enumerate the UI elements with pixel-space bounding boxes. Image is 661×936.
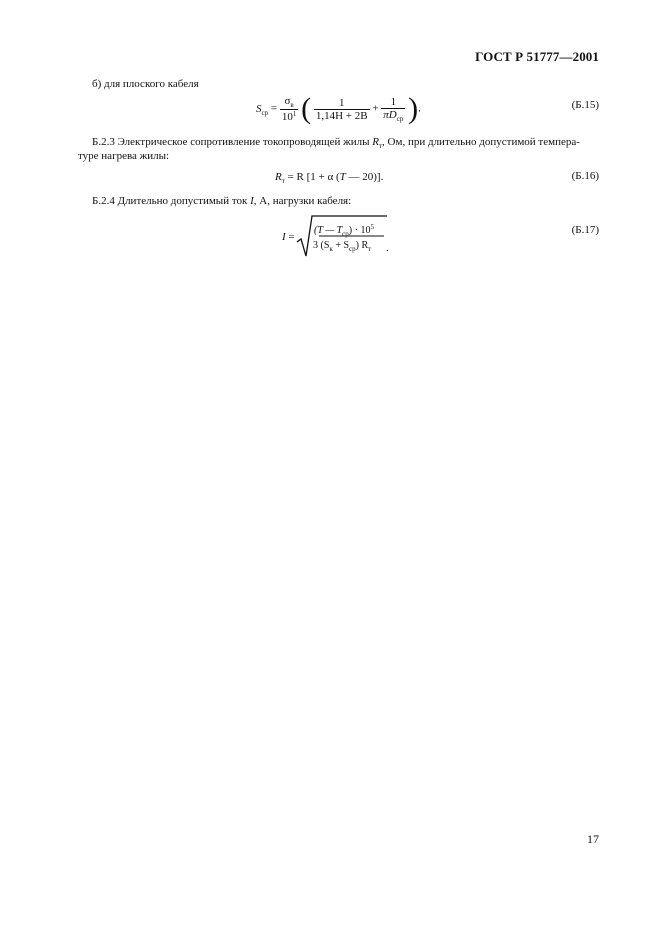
equation-number-b17: (Б.17) bbox=[571, 224, 599, 236]
eq-b17-period: . bbox=[386, 242, 389, 254]
equation-b17 bbox=[282, 214, 392, 258]
eq-b15-fraction-3: $\frac{1}{\pi D_{ср}}$ bbox=[383, 95, 404, 123]
page-header: ГОСТ Р 51777—2001 bbox=[475, 49, 599, 64]
eq-b15-plus: + bbox=[372, 102, 379, 115]
paragraph-b23-line2: туре нагрева жилы: bbox=[78, 150, 170, 162]
eq-b15-lhs: $S_{ср}$ bbox=[256, 102, 269, 117]
eq-b15-equals: = bbox=[270, 102, 278, 115]
equation-b16: $R_т = R$ [1 + α (T — 20)]. bbox=[275, 171, 384, 185]
eq-b17-lhs: I = bbox=[282, 231, 295, 243]
left-paren: ( bbox=[301, 92, 312, 125]
eq-b17-numerator: (T — $T_{ср}) \cdot 10^5$ bbox=[314, 223, 374, 238]
equation-b15: $S_{ср}$ = $\frac{\sigma_в}{10^1}$ ( $\frac{1}{1,14H + 2B}$ + $\frac{1}{\pi D_{ср}}$ ). bbox=[256, 92, 421, 125]
paragraph-b23: Б.2.3 Электрическое сопротивление токопроводящей жилы $R_т$, Ом, при длительно допустимой темпера- bbox=[92, 136, 580, 150]
eq-b15-fraction-2: $\frac{1}{1,14H + 2B}$ bbox=[315, 96, 368, 122]
eq-b17-denominator: 3 $(S_к + S_{ср})$ $R_т$ bbox=[313, 240, 372, 253]
equation-number-b15: (Б.15) bbox=[571, 99, 599, 111]
equation-number-b16: (Б.16) bbox=[571, 170, 599, 182]
item-b-text: б) для плоского кабеля bbox=[92, 78, 199, 90]
eq-b15-fraction-1: $\frac{\sigma_в}{10^1}$ bbox=[281, 95, 297, 123]
page-number: 17 bbox=[587, 832, 599, 846]
paragraph-b24: Б.2.4 Длительно допустимый ток I, А, нагрузки кабеля: bbox=[92, 195, 352, 207]
right-paren: ) bbox=[408, 92, 419, 125]
